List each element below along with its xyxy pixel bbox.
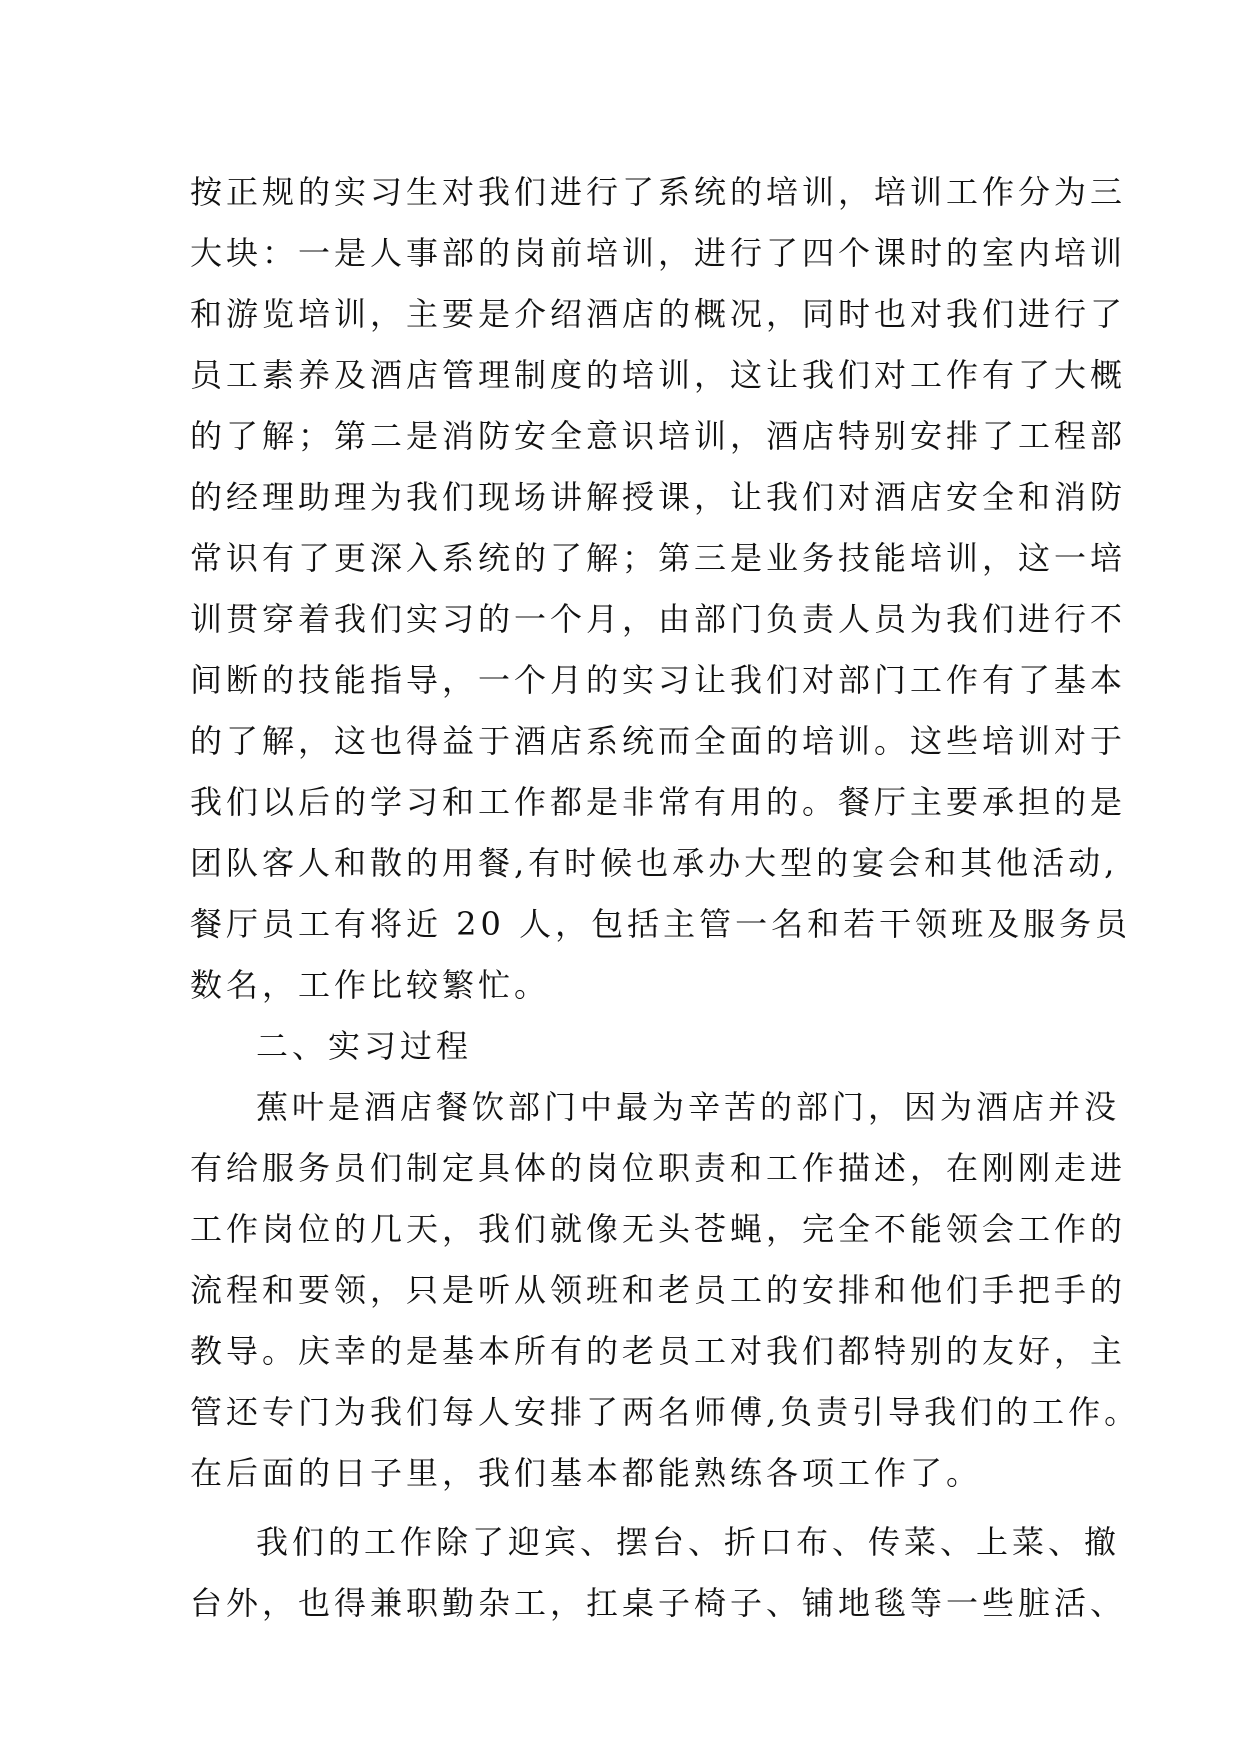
text-line: 工作岗位的几天，我们就像无头苍蝇，完全不能领会工作的 [190, 1210, 1127, 1248]
text-line: 台外，也得兼职勤杂工，扛桌子椅子、铺地毯等一些脏活、 [190, 1584, 1127, 1622]
section-heading: 二、实习过程 [256, 1027, 473, 1065]
document-body [190, 162, 1141, 1634]
text-line: 训贯穿着我们实习的一个月，由部门负责人员为我们进行不 [190, 600, 1127, 638]
text-line: 团队客人和散的用餐,有时候也承办大型的宴会和其他活动, [190, 844, 1119, 882]
text-line: 教导。庆幸的是基本所有的老员工对我们都特别的友好，主 [190, 1332, 1127, 1370]
text-line: 管还专门为我们每人安排了两名师傅,负责引导我们的工作。 [190, 1393, 1141, 1431]
text-line: 的了解；第二是消防安全意识培训，酒店特别安排了工程部 [190, 417, 1127, 455]
text-line: 在后面的日子里，我们基本都能熟练各项工作了。 [190, 1454, 983, 1492]
text-line: 间断的技能指导，一个月的实习让我们对部门工作有了基本 [190, 661, 1127, 699]
text-line: 的了解，这也得益于酒店系统而全面的培训。这些培训对于 [190, 722, 1127, 760]
text-line: 和游览培训，主要是介绍酒店的概况，同时也对我们进行了 [190, 295, 1127, 333]
text-line: 我们的工作除了迎宾、摆台、折口布、传菜、上菜、撤 [256, 1523, 1121, 1561]
paragraph-process [190, 1077, 1141, 1504]
text-line: 大块：一是人事部的岗前培训，进行了四个课时的室内培训 [190, 234, 1127, 272]
text-line: 数名，工作比较繁忙。 [190, 966, 551, 1004]
paragraph-duties [190, 1512, 1127, 1634]
paragraph-training [190, 162, 1132, 1016]
text-line: 的经理助理为我们现场讲解授课，让我们对酒店安全和消防 [190, 478, 1127, 516]
text-line: 有给服务员们制定具体的岗位职责和工作描述，在刚刚走进 [190, 1149, 1127, 1187]
text-line: 按正规的实习生对我们进行了系统的培训，培训工作分为三 [190, 173, 1127, 211]
text-line: 我们以后的学习和工作都是非常有用的。餐厅主要承担的是 [190, 783, 1127, 821]
paragraph-spacer [190, 1504, 1070, 1512]
text-line: 员工素养及酒店管理制度的培训，这让我们对工作有了大概 [190, 356, 1127, 394]
text-line: 餐厅员工有将近 20 人，包括主管一名和若干领班及服务员 [190, 905, 1132, 943]
text-line: 常识有了更深入系统的了解；第三是业务技能培训，这一培 [190, 539, 1127, 577]
text-line: 流程和要领，只是听从领班和老员工的安排和他们手把手的 [190, 1271, 1127, 1309]
text-line: 蕉叶是酒店餐饮部门中最为辛苦的部门，因为酒店并没 [256, 1088, 1121, 1126]
